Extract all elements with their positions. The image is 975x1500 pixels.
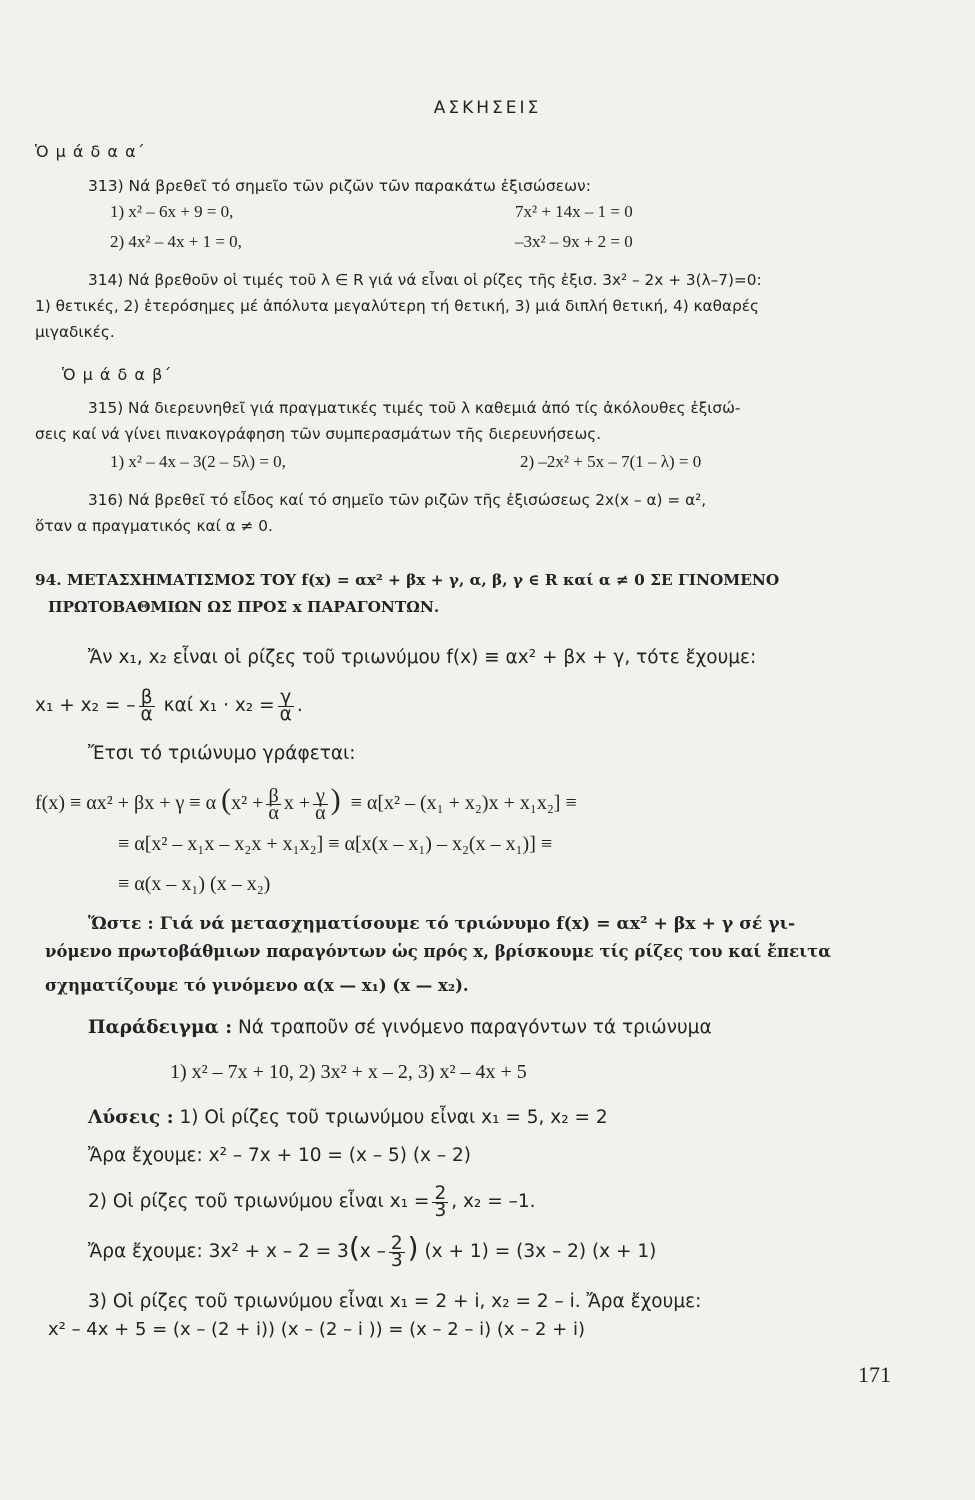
solution1-line: [88, 1106, 608, 1130]
ex313-intro: 313) Νά βρεθεῖ τό σημεῖο τῶν ριζῶν τῶν παρακάτω ἐξισώσεων:: [88, 177, 591, 195]
example-text: Νά τραποῦν σέ γινόμενο παραγόντων τά τριώνυμα: [237, 1017, 712, 1038]
ex313-row2-right: –3x² – 9x + 2 = 0: [515, 232, 633, 251]
fraction-numerator: γ: [313, 788, 327, 805]
fraction-denominator: 3: [434, 1199, 447, 1221]
fraction-denominator: 3: [390, 1249, 403, 1271]
exercises-heading: ΑΣΚΗΣΕΙΣ: [433, 98, 542, 118]
rule-line2: νόμενο πρωτοβάθμιων παραγόντων ὡς πρός x, βρίσκουμε τίς ρίζες του καί ἔπειτα: [45, 942, 831, 961]
solution2-inner: x –: [359, 1241, 386, 1262]
ex316-line2: ὅταν α πραγματικός καί α ≠ 0.: [35, 517, 273, 535]
factorization-step3: ≡ α(x – x₁) (x – x₂): [118, 873, 271, 895]
ex315-eq-left: 1) x² – 4x – 3(2 – 5λ) = 0,: [110, 452, 286, 471]
fraction-denominator: α: [268, 801, 279, 824]
step1-lhs: f(x) ≡ αx² + βx + γ ≡ α: [35, 792, 217, 814]
rule-line3: σχηματίζουμε τό γινόμενο α(x — x₁) (x — x₂).: [45, 976, 469, 995]
vieta-intro: Ἄν x₁, x₂ εἶναι οἱ ρίζες τοῦ τριωνύμου f(x) ≡ αx² + βx + γ, τότε ἔχουμε:: [88, 647, 757, 668]
ex315-line1: 315) Νά διερευνηθεῖ γιά πραγματικές τιμές τοῦ λ καθεμιά ἀπό τίς ἀκόλουθες ἐξισώ-: [88, 399, 741, 417]
left-paren-icon: (: [348, 1231, 360, 1264]
fraction-denominator: α: [279, 703, 292, 725]
gamma-over-alpha-fraction: [278, 686, 294, 725]
solution1-factored: Ἄρα ἔχουμε: x² – 7x + 10 = (x – 5) (x – 2): [88, 1145, 472, 1166]
fraction-denominator: α: [315, 801, 326, 824]
ex313-row1-left: 1) x² – 6x + 9 = 0,: [110, 202, 234, 221]
solution2-factored: [88, 1226, 656, 1270]
solution2-rhs: (x + 1) = (3x – 2) (x + 1): [424, 1241, 657, 1262]
ex314-line3: μιγαδικές.: [35, 323, 115, 341]
solution2-x2: , x₂ = –1.: [451, 1191, 536, 1212]
solution3-roots: 3) Οἱ ρίζες τοῦ τριωνύμου εἶναι x₁ = 2 + i, x₂ = 2 – i. Ἄρα ἔχουμε:: [88, 1291, 702, 1312]
solution1-roots: 1) Οἱ ρίζες τοῦ τριωνύμου εἶναι x₁ = 5, x₂ = 2: [179, 1107, 608, 1128]
example-line: [88, 1016, 712, 1040]
solution2-roots: [88, 1180, 536, 1224]
rule-line1: Ὥστε : Γιά νά μετασχηματίσουμε τό τριώνυμο f(x) = αx² + βx + γ σέ γι-: [88, 914, 796, 934]
right-paren-icon: ): [407, 1231, 419, 1264]
two-thirds-fraction: [432, 1182, 448, 1221]
section94-title-line1: 94. ΜΕΤΑΣΧΗΜΑΤΙΣΜΟΣ ΤΟΥ f(x) = αx² + βx + γ, α, β, γ ∈ R καί α ≠ 0 ΣΕ ΓΙΝΟΜΕΝΟ: [35, 571, 780, 589]
vieta-formulas: x₁ + x₂ = – $\frac{\beta}{\alpha}$ καί x₁ · x₂ = $\frac{\gamma}{\alpha}$ .: [35, 686, 303, 725]
ex314-line1: 314) Νά βρεθοῦν οἱ τιμές τοῦ λ ∈ R γιά νά εἶναι οἱ ρίζες τῆς ἐξισ. 3x² – 2x + 3(λ–7)=0:: [88, 271, 762, 289]
section94-title-line2: ΠΡΩΤΟΒΑΘΜΙΩΝ ΩΣ ΠΡΟΣ x ΠΑΡΑΓΟΝΤΩΝ.: [48, 598, 440, 616]
solution3-factored: x² – 4x + 5 = (x – (2 + i)) (x – (2 – i )) = (x – 2 – i) (x – 2 + i): [48, 1319, 586, 1340]
ex313-row1-right: 7x² + 14x – 1 = 0: [515, 202, 633, 221]
step1-x-squared: x² +: [231, 792, 264, 814]
fraction-denominator: α: [140, 703, 153, 725]
factorization-step2: ≡ α[x² – x₁x – x₂x + x₁x₂] ≡ α[x(x – x₁) – x₂(x – x₁)] ≡: [118, 833, 553, 855]
beta-over-alpha-fraction: [266, 784, 280, 824]
example-label: Παράδειγμα :: [88, 1017, 233, 1038]
fraction-numerator: 2: [434, 1182, 447, 1204]
left-paren-icon: (: [221, 783, 232, 816]
ex313-row2-left: 2) 4x² – 4x + 1 = 0,: [110, 232, 242, 251]
fraction-numerator: 2: [390, 1232, 403, 1254]
solution2-lhs: Ἄρα ἔχουμε: 3x² + x – 2 = 3: [88, 1241, 349, 1262]
solutions-label: Λύσεις :: [88, 1107, 174, 1128]
step1-rhs: ≡ α[x² – (x₁ + x₂)x + x₁x₂] ≡: [350, 792, 577, 814]
group-b-label: Ὁ μ ά δ α β΄: [62, 365, 173, 384]
vieta-product-lhs: καί x₁ · x₂ =: [163, 695, 275, 716]
gamma-over-alpha-fraction: [313, 784, 327, 824]
trinomial-intro: Ἔτσι τό τριώνυμο γράφεται:: [88, 743, 356, 764]
ex315-eq-right: 2) –2x² + 5x – 7(1 – λ) = 0: [520, 452, 702, 471]
fraction-numerator: β: [266, 788, 280, 805]
ex314-line2: 1) θετικές, 2) ἑτερόσημες μέ ἀπόλυτα μεγαλύτερη τή θετική, 3) μιά διπλή θετική, 4) καθαρές: [35, 297, 760, 315]
factorization-step1: [35, 778, 577, 822]
vieta-sum-lhs: x₁ + x₂ = –: [35, 695, 136, 716]
page-number: 171: [858, 1362, 891, 1387]
fraction-numerator: γ: [278, 690, 294, 707]
solution2-roots-text: 2) Οἱ ρίζες τοῦ τριωνύμου εἶναι x₁ =: [88, 1191, 430, 1212]
group-a-label: Ὁ μ ά δ α α΄: [35, 142, 146, 161]
fraction-numerator: β: [139, 690, 155, 707]
step1-x-term: x +: [283, 792, 311, 814]
right-paren-icon: ): [330, 783, 341, 816]
two-thirds-fraction: [389, 1232, 405, 1271]
ex315-line2: σεις καί νά γίνει πινακογράφηση τῶν συμπερασμάτων τῆς διερευνήσεως.: [35, 425, 602, 443]
beta-over-alpha-fraction: [139, 686, 155, 725]
ex316-line1: 316) Νά βρεθεῖ τό εἶδος καί τό σημεῖο τῶν ριζῶν τῆς ἐξισώσεως 2x(x – α) = α²,: [88, 491, 707, 509]
example-trinomials: 1) x² – 7x + 10, 2) 3x² + x – 2, 3) x² – 4x + 5: [170, 1061, 527, 1083]
